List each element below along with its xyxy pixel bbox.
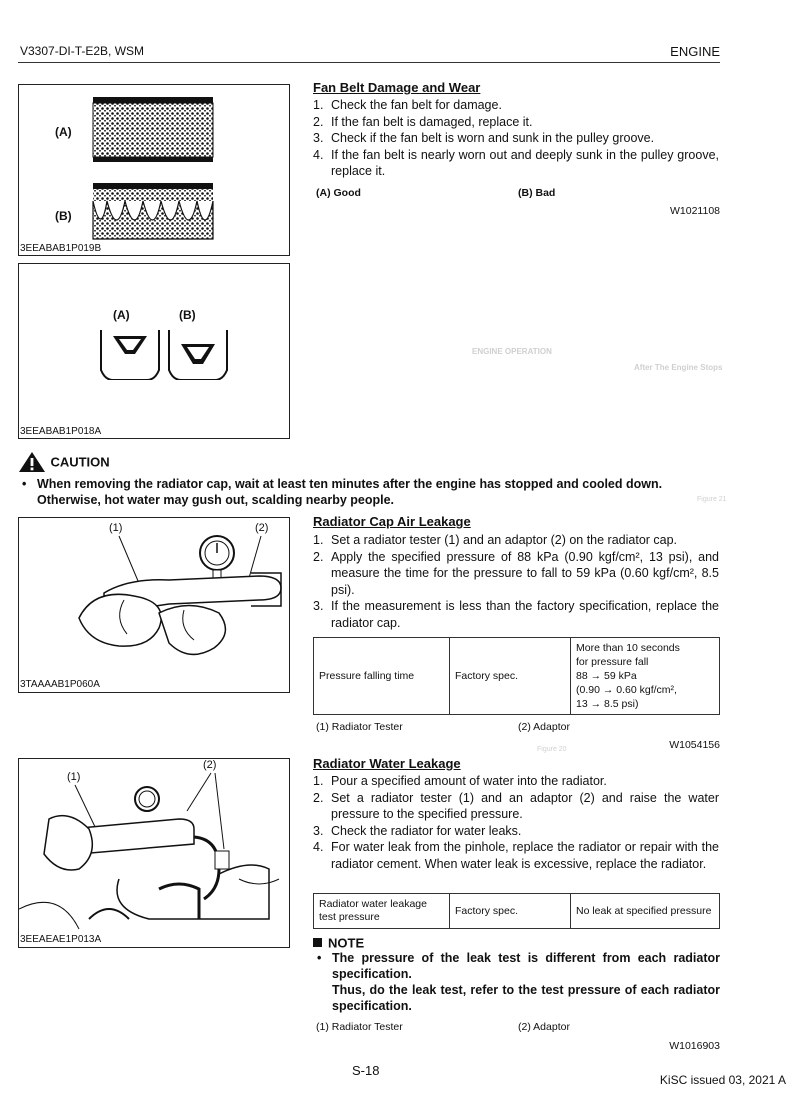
spec-label: Factory spec. [450,638,571,715]
radiator-water-steps [313,773,719,872]
radiator-leak-test-drawing [19,759,289,933]
step: 2. Apply the specified pressure of 88 kPa (0.90 kgf/cm², 13 psi), and measure the time for the pressure to fall to 59 kPa (0.60 kgf/cm², 8.5 psi). [313,549,719,597]
radiator-cap-tester-figure [18,517,290,693]
reference-code: W1021108 [669,205,720,217]
fan-belt-steps [313,97,719,180]
fan-belt-wear-figure [18,84,290,256]
figure-caption: 3EEABAB1P018A [20,426,102,437]
pulley-groove-figure [18,263,290,439]
spec-label: Factory spec. [450,894,571,929]
pulley-groove-drawing [99,330,229,380]
document-code: V3307-DI-T-E2B, WSM [20,44,145,58]
legend-good: (A) Good [316,187,361,199]
figure-label-bad: (B) [179,308,196,322]
legend-adaptor: (2) Adaptor [518,721,570,733]
step: 2. If the fan belt is damaged, replace it. [313,114,533,129]
legend-adaptor: (2) Adaptor [518,1021,570,1033]
step: 1. Pour a specified amount of water into the radiator. [313,774,607,788]
note-text: • The pressure of the leak test is different from each radiator specification. Thus, do the leak test, refer to the test pressure of each radiator specification. [317,951,720,1013]
header-rule [18,62,720,63]
issue-info: KiSC issued 03, 2021 A [659,1073,786,1087]
caution-title: CAUTION [50,454,110,470]
spec-item: Pressure falling time [314,638,450,715]
step: 3. Check if the fan belt is worn and sunk in the pulley groove. [313,131,655,145]
radiator-water-leak-figure [18,758,290,948]
reference-code: W1054156 [669,739,720,751]
watermark-subheading: After The Engine Stops [634,363,723,372]
radiator-tester-drawing [19,518,289,678]
watermark-figure-21: Figure 21 [697,496,727,503]
section-name: ENGINE [670,44,720,59]
legend-radiator-tester: (1) Radiator Tester [316,721,403,733]
step: 3. If the measurement is less than the factory specification, replace the radiator cap. [313,599,719,630]
watermark-figure-20: Figure 20 [537,746,567,753]
figure-caption: 3EEABAB1P019B [20,243,102,254]
step: 3. Check the radiator for water leaks. [313,823,522,838]
radiator-cap-spec-table [313,637,720,715]
callout-2: (2) [255,522,269,534]
step: 2. Set a radiator tester (1) and an adaptor (2) and raise the water pressure to the specified pressure. [313,790,719,821]
radiator-water-spec-table [313,893,720,929]
step: 4. For water leak from the pinhole, replace the radiator or repair with the radiator cement. When water leak is excessive, replace the radiator. [313,840,719,871]
caution-text: • When removing the radiator cap, wait at least ten minutes after the engine has stopped and cooled down. Otherwise, hot water may gush out, scalding nearby people. [22,477,663,507]
step: 1. Set a radiator tester (1) and an adaptor (2) on the radiator cap. [313,533,678,547]
figure-label-good: (A) [113,308,130,322]
legend-bad: (B) Bad [518,187,556,199]
spec-value: No leak at specified pressure [571,894,720,929]
section-title-radiator-water: Radiator Water Leakage [313,756,461,771]
spec-value: More than 10 seconds for pressure fall 88 → 59 kPa (0.90 → 0.60 kgf/cm², 13 → 8.5 psi) [571,638,720,715]
figure-label-good: (A) [55,125,72,139]
section-title-fan-belt: Fan Belt Damage and Wear [313,80,481,95]
reference-code: W1016903 [669,1040,720,1052]
callout-1: (1) [67,771,81,783]
legend-radiator-tester: (1) Radiator Tester [316,1021,403,1033]
warning-triangle-icon [18,451,46,473]
figure-caption: 3EEAEAE1P013A [20,934,102,945]
figure-caption: 3TAAAAB1P060A [20,679,100,690]
step: 4. If the fan belt is nearly worn out and deeply sunk in the pulley groove, replace it. [313,147,719,178]
belt-cross-section-drawing [91,97,215,242]
caution-header [18,451,110,473]
page-number: S-18 [352,1063,380,1078]
step: 1. Check the fan belt for damage. [313,98,502,112]
callout-1: (1) [109,522,123,534]
radiator-cap-steps [313,532,719,631]
figure-label-bad: (B) [55,209,72,223]
callout-2: (2) [203,759,217,771]
note-title: NOTE [328,935,365,951]
watermark-heading: ENGINE OPERATION [472,347,552,356]
spec-item: Radiator water leakage test pressure [314,894,450,929]
note-square-icon [313,938,322,947]
section-title-radiator-cap: Radiator Cap Air Leakage [313,514,471,529]
